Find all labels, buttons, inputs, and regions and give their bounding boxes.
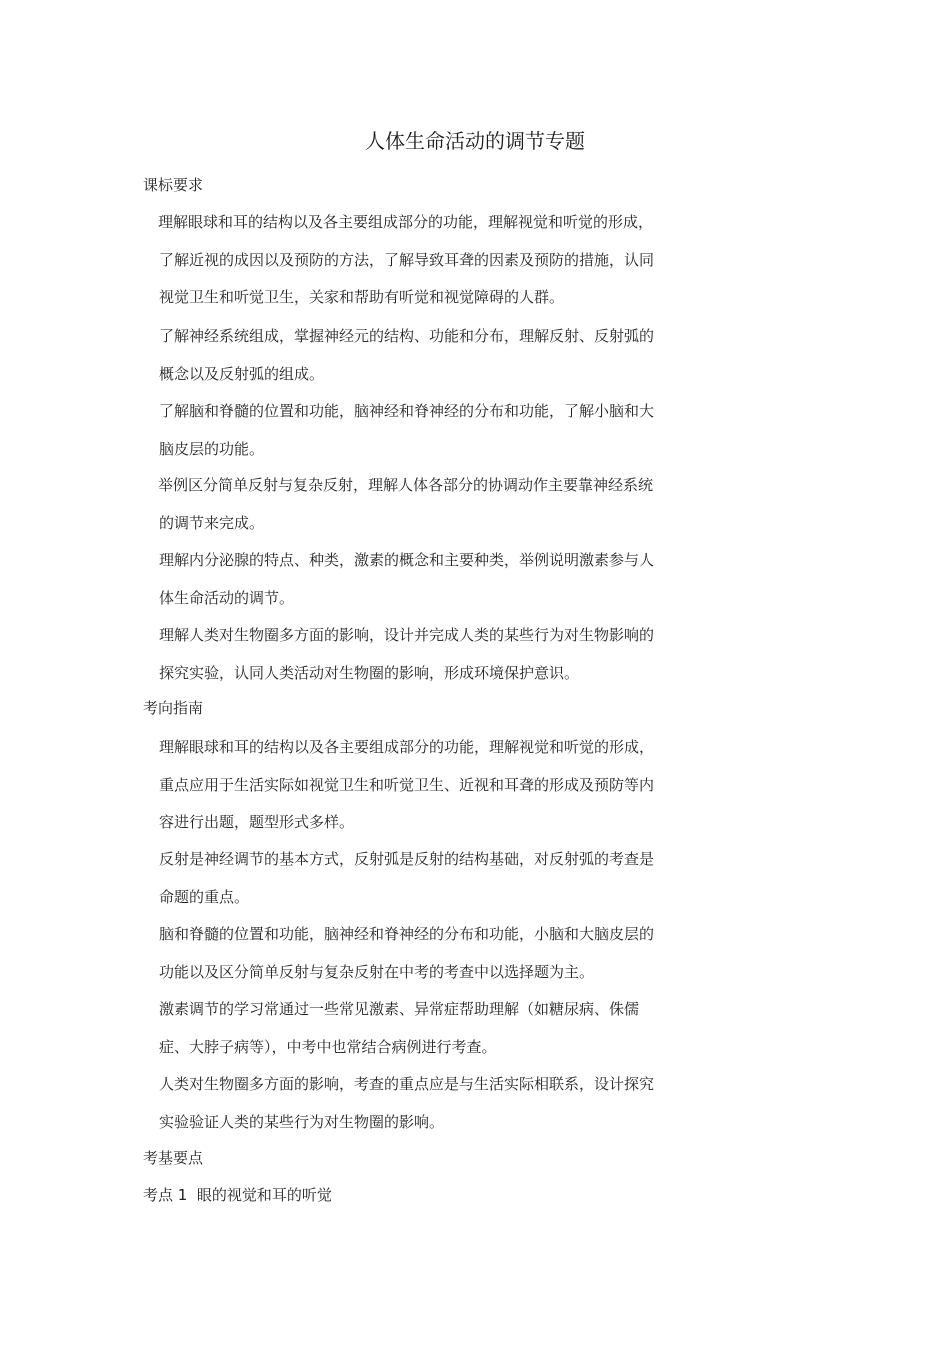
section-heading-curriculum: 课标要求 — [143, 176, 204, 194]
paragraph — [159, 393, 659, 468]
paragraph-line: 功能以及区分简单反射与复杂反射在中考的考查中以选择题为主。 — [159, 962, 595, 981]
paragraph — [159, 318, 659, 393]
paragraph-line: 理解眼球和耳的结构以及各主要组成部分的功能，理解视觉和听觉的形成， — [158, 213, 654, 231]
paragraph — [159, 542, 659, 617]
paragraph-line: 容进行出题，题型形式多样。 — [159, 813, 355, 831]
paragraph — [159, 204, 659, 317]
paragraph-line: 重点应用于生活实际如视觉卫生和听觉卫生、近视和耳聋的形成及预防等内 — [159, 775, 655, 794]
paragraph-line: 了解脑和脊髓的位置和功能，脑神经和脊神经的分布和功能，了解小脑和大 — [159, 402, 655, 420]
paragraph-line: 概念以及反射弧的组成。 — [159, 364, 325, 383]
paragraph-line: 症、大脖子病等），中考中也常结合病例进行考查。 — [159, 1037, 497, 1056]
section-heading-key-points: 考基要点 — [143, 1149, 204, 1167]
paragraph-line: 命题的重点。 — [159, 887, 250, 906]
paragraph — [159, 617, 659, 692]
paragraph-line: 脑和脊髓的位置和功能，脑神经和脊神经的分布和功能，小脑和大脑皮层的 — [159, 925, 655, 943]
paragraph-line: 理解眼球和耳的结构以及各主要组成部分的功能，理解视觉和听觉的形成， — [159, 738, 655, 756]
paragraph-line: 激素调节的学习常通过一些常见激素、异常症帮助理解（如糖尿病、侏儒 — [159, 1000, 640, 1018]
paragraph-line: 体生命活动的调节。 — [159, 588, 295, 607]
paragraph-line: 反射是神经调节的基本方式，反射弧是反射的结构基础，对反射弧的考查是 — [159, 850, 655, 868]
paragraph-line: 实验验证人类的某些行为对生物圈的影响。 — [159, 1112, 445, 1131]
paragraph — [159, 467, 659, 542]
paragraph-line: 举例区分简单反射与复杂反射，理解人体各部分的协调动作主要靠神经系统 — [158, 476, 654, 494]
paragraph-line: 的调节来完成。 — [159, 513, 265, 532]
paragraph-line: 视觉卫生和听觉卫生，关家和帮助有听觉和视觉障碍的人群。 — [159, 288, 565, 306]
paragraph — [159, 841, 659, 916]
paragraph-line: 理解人类对生物圈多方面的影响，设计并完成人类的某些行为对生物影响的 — [159, 626, 655, 644]
paragraph — [159, 729, 659, 842]
paragraph — [159, 916, 659, 991]
paragraph-line: 了解神经系统组成，掌握神经元的结构、功能和分布，理解反射、反射弧的 — [159, 327, 655, 345]
paragraph-line: 探究实验，认同人类活动对生物圈的影响，形成环境保护意识。 — [159, 663, 580, 682]
section-heading-topic-1: 考点 1 眼的视觉和耳的听觉 — [143, 1186, 332, 1204]
document-title: 人体生命活动的调节专题 — [365, 129, 585, 153]
paragraph — [159, 1066, 659, 1141]
paragraph-line: 理解内分泌腺的特点、种类，激素的概念和主要种类，举例说明激素参与人 — [159, 551, 655, 569]
paragraph — [159, 991, 659, 1066]
paragraph-line: 人类对生物圈多方面的影响，考查的重点应是与生活实际相联系，设计探究 — [159, 1075, 655, 1093]
paragraph-line: 脑皮层的功能。 — [159, 439, 265, 458]
section-heading-exam-guide: 考向指南 — [143, 699, 204, 717]
paragraph-line: 了解近视的成因以及预防的方法，了解导致耳聋的因素及预防的措施，认同 — [159, 250, 655, 269]
